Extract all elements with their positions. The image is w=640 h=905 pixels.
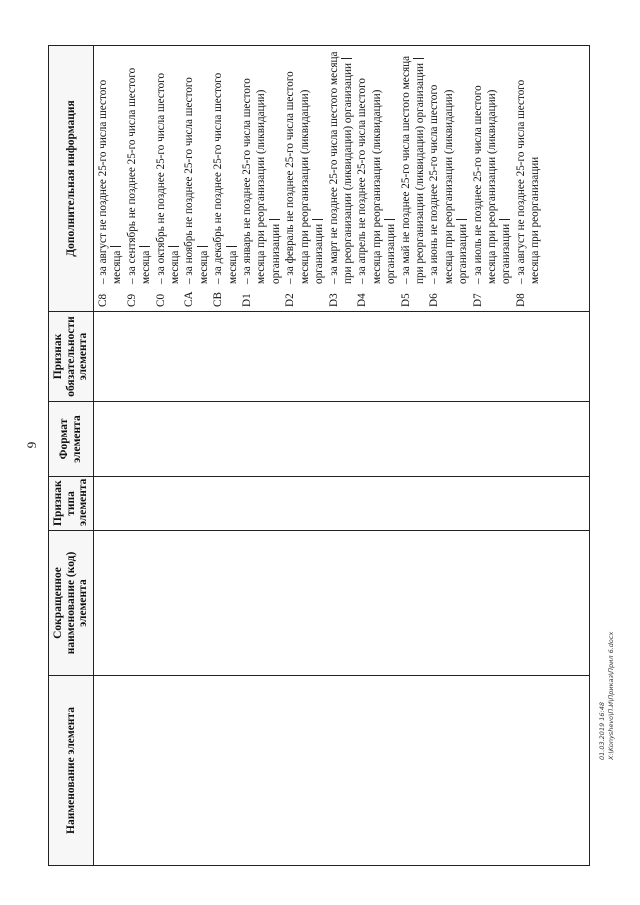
- entry-code: D6: [428, 293, 441, 307]
- header-type-sign: Признак типа элемента: [49, 477, 94, 531]
- cell-required-sign: [94, 312, 590, 402]
- entry-code: D1: [241, 293, 254, 307]
- end-mark: [384, 219, 395, 220]
- entry-text: – за август не позднее 25-го числа шестого месяца при реорганизации: [514, 79, 542, 284]
- list-item: [96, 50, 125, 307]
- entry-code: D3: [327, 293, 340, 307]
- entry-text: [96, 50, 125, 284]
- entry-text: [327, 50, 356, 284]
- entry-code: D5: [399, 293, 412, 307]
- header-additional-info: Дополнительная информация: [49, 46, 94, 312]
- list-item: [125, 50, 154, 307]
- cell-additional-info: [94, 46, 590, 312]
- end-mark: [110, 246, 121, 247]
- entry-text: [471, 50, 514, 284]
- entry-code: D2: [284, 293, 297, 307]
- entry-code: C0: [154, 293, 167, 307]
- entry-code: D8: [514, 293, 527, 307]
- element-spec-table: [48, 45, 590, 866]
- list-item: [211, 50, 240, 307]
- cell-format: [94, 402, 590, 477]
- entry-text: [125, 50, 154, 284]
- list-item: [399, 50, 428, 307]
- entry-code: C9: [125, 293, 138, 307]
- header-required-sign: Признак обязательности элемента: [49, 312, 94, 402]
- end-mark: [456, 219, 467, 220]
- footer-file-path: Х:\Konyshevo\П.И\Приказ\Прил 6.docx: [607, 631, 615, 760]
- list-item: [283, 50, 326, 307]
- list-item: [355, 50, 398, 307]
- end-mark: [413, 58, 424, 59]
- page-number: 9: [24, 441, 39, 449]
- header-short-name: Сокращенное наименование (код) элемента: [49, 531, 94, 676]
- entry-text-value: – за октябрь не позднее 25-го числа шестого месяца: [154, 72, 182, 284]
- entry-code: CA: [183, 291, 196, 307]
- entry-text-value: – за июль не позднее 25-го числа шестого месяца при реорганизации (ликвидации) организации: [471, 85, 513, 284]
- end-mark: [341, 58, 352, 59]
- header-element-name: Наименование элемента: [49, 676, 94, 866]
- table-row: [94, 46, 590, 866]
- end-mark: [197, 246, 208, 247]
- entry-text-value: – за август не позднее 25-го числа шестого месяца: [97, 79, 124, 284]
- entry-text-value: – за январь не позднее 25-го числа шестого месяца при реорганизации (ликвидации) организации: [241, 78, 282, 284]
- list-item: [471, 50, 514, 307]
- entry-text: [399, 50, 428, 284]
- list-item: [182, 50, 211, 307]
- entry-text-value: – за апрель не позднее 25-го числа шестого месяца при реорганизации (ликвидации) организации: [356, 78, 398, 284]
- end-mark: [269, 219, 280, 220]
- list-item: [327, 50, 356, 307]
- table-header-row: [49, 46, 94, 866]
- footer-date: 01.03.2019 16:48: [598, 701, 606, 760]
- entry-text-value: – за июнь не позднее 25-го числа шестого месяца при реорганизации (ликвидации) организации: [428, 84, 470, 284]
- entry-text: [240, 50, 283, 284]
- entry-text-value: – за май не позднее 25-го числа шестого месяца при реорганизации (ликвидации) организации: [399, 55, 426, 284]
- entry-code: CB: [212, 292, 225, 307]
- end-mark: [168, 246, 179, 247]
- entry-text-value: – за декабрь не позднее 25-го числа шестого месяца: [212, 72, 239, 284]
- end-mark: [499, 219, 510, 220]
- end-mark: [312, 219, 323, 220]
- list-item: [514, 50, 543, 307]
- entry-text: [211, 50, 240, 284]
- end-mark: [139, 246, 150, 247]
- entry-code: D7: [471, 293, 484, 307]
- entry-text: [182, 50, 211, 284]
- end-mark: [226, 246, 237, 247]
- cell-short-name: [94, 531, 590, 676]
- list-item: [240, 50, 283, 307]
- list-item: [154, 50, 183, 307]
- entry-text: [283, 50, 326, 284]
- document-footer-stamp: [598, 600, 622, 760]
- cell-type-sign: [94, 477, 590, 531]
- entry-code: C8: [97, 293, 109, 307]
- list-item: [427, 50, 470, 307]
- entry-text: [355, 50, 398, 284]
- entry-text: [427, 50, 470, 284]
- entry-text-value: – за ноябрь не позднее 25-го числа шестого месяца: [183, 77, 210, 284]
- entry-text-value: – за сентябрь не позднее 25-го числа шестого месяца: [125, 67, 153, 284]
- cell-element-name: [94, 676, 590, 866]
- rotated-sheet: [48, 46, 590, 866]
- entry-code: D4: [356, 293, 369, 307]
- entry-text-value: – за март не позднее 25-го числа шестого месяца при реорганизации (ликвидации) организации: [327, 51, 354, 284]
- entry-text: [154, 50, 183, 284]
- entry-text-value: – за февраль не позднее 25-го числа шестого месяца при реорганизации (ликвидации) организации: [284, 71, 326, 284]
- header-format: Формат элемента: [49, 402, 94, 477]
